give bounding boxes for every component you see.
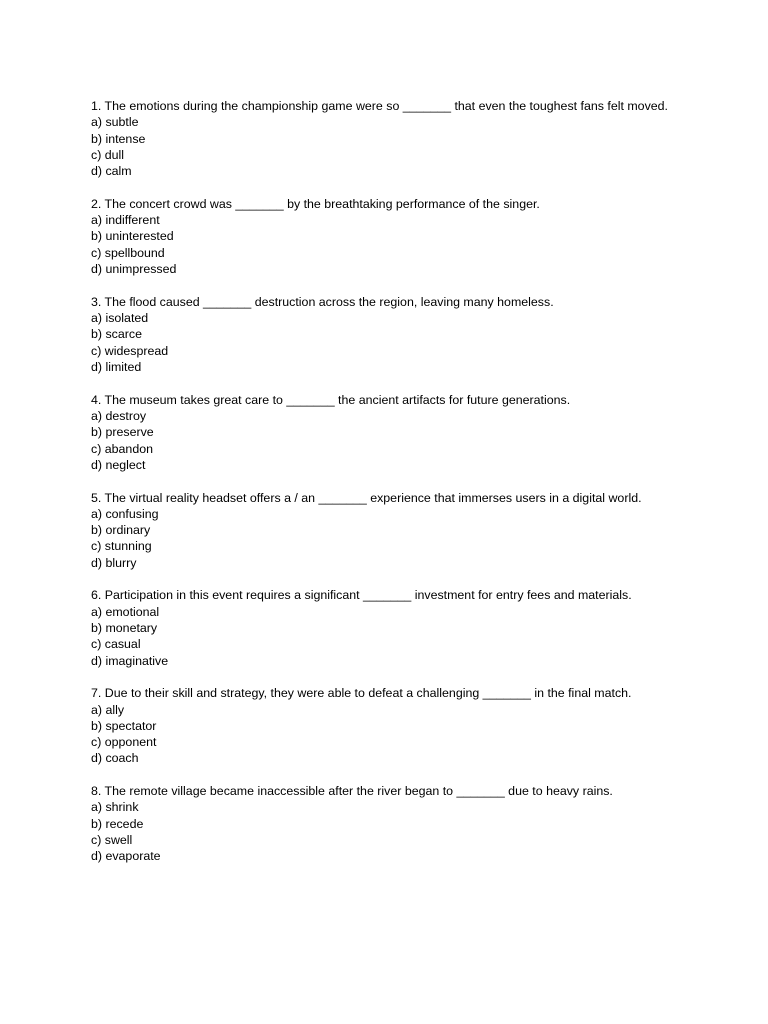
option-d: d) neglect bbox=[91, 457, 146, 472]
option-b: b) recede bbox=[91, 816, 144, 831]
option-a: a) confusing bbox=[91, 506, 159, 521]
question-stem: 1. The emotions during the championship game were so _______ that even the toughest fans felt moved. bbox=[91, 99, 668, 113]
option-b: b) scarce bbox=[91, 327, 142, 342]
question-5 bbox=[91, 490, 670, 571]
option-a: a) indifferent bbox=[91, 213, 160, 228]
option-c: c) casual bbox=[91, 637, 141, 652]
option-a: a) subtle bbox=[91, 115, 139, 130]
question-stem: 7. Due to their skill and strategy, they were able to defeat a challenging _______ in the final match. bbox=[91, 686, 632, 701]
question-stem: 6. Participation in this event requires a significant _______ investment for entry fees and materials. bbox=[91, 588, 632, 603]
question-3 bbox=[91, 294, 670, 375]
option-c: c) abandon bbox=[91, 441, 154, 456]
option-c: c) opponent bbox=[91, 735, 157, 750]
question-stem: 2. The concert crowd was _______ by the breathtaking performance of the singer. bbox=[91, 196, 540, 211]
question-stem: 4. The museum takes great care to _______ the ancient artifacts for future generations. bbox=[91, 392, 571, 407]
option-d: d) coach bbox=[91, 751, 139, 766]
option-d: d) unimpressed bbox=[91, 262, 177, 277]
option-b: b) preserve bbox=[91, 425, 154, 440]
option-d: d) limited bbox=[91, 359, 142, 374]
option-c: c) widespread bbox=[91, 343, 169, 358]
question-2 bbox=[91, 196, 670, 277]
option-a: a) emotional bbox=[91, 604, 160, 619]
question-stem: 3. The flood caused _______ destruction across the region, leaving many homeless. bbox=[91, 294, 554, 309]
question-7 bbox=[91, 685, 670, 766]
option-d: d) calm bbox=[91, 164, 132, 179]
option-c: c) swell bbox=[91, 833, 133, 848]
question-stem: 8. The remote village became inaccessible after the river began to _______ due to heavy rains. bbox=[91, 784, 613, 799]
question-6 bbox=[91, 587, 670, 668]
option-a: a) shrink bbox=[91, 800, 139, 815]
option-a: a) destroy bbox=[91, 408, 147, 423]
question-1 bbox=[91, 98, 670, 179]
question-8 bbox=[91, 783, 670, 864]
option-c: c) spellbound bbox=[91, 245, 165, 260]
option-c: c) stunning bbox=[91, 539, 152, 554]
option-a: a) ally bbox=[91, 702, 125, 717]
option-b: b) spectator bbox=[91, 718, 157, 733]
option-a: a) isolated bbox=[91, 311, 149, 326]
question-4 bbox=[91, 392, 670, 473]
option-b: b) ordinary bbox=[91, 523, 151, 538]
question-stem: 5. The virtual reality headset offers a / an _______ experience that immerses users in a digital world. bbox=[91, 490, 642, 505]
option-d: d) imaginative bbox=[91, 653, 169, 668]
option-b: b) monetary bbox=[91, 620, 158, 635]
option-d: d) evaporate bbox=[91, 849, 161, 864]
option-c: c) dull bbox=[91, 147, 125, 162]
option-b: b) uninterested bbox=[91, 229, 174, 244]
option-b: b) intense bbox=[91, 131, 146, 146]
option-d: d) blurry bbox=[91, 555, 137, 570]
